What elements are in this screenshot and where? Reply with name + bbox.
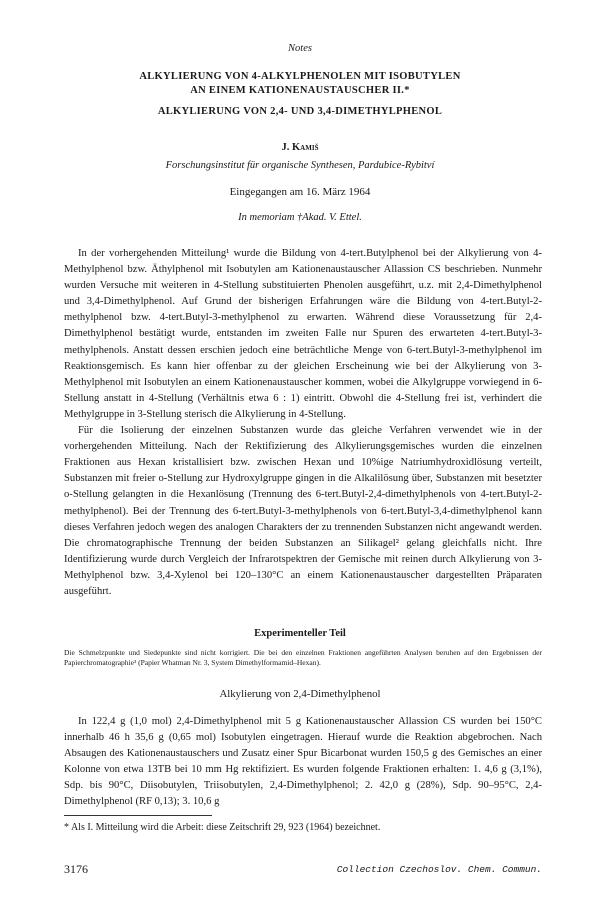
paragraph: Für die Isolierung der einzelnen Substanzen wurde das gleiche Verfahren verwendet wie in der vorhergehenden Mitteilung. Nach der Rektifizierung des Alkylierungsgemisches wurden die einzelnen Fraktionen aus Hexan kristallisiert bzw. zwischen Hexan und 10%ige Natriumhydroxidlösung verteilt, Substanzen mit freier o-Stellung zur Hydroxylgruppe gingen in die Alkalilösung über, Substanzen mit besetzter o-Stellung gelangten in die Hexanlösung (Trennung des 6-tert.Butyl-2,4-dimethylphenols von 4-tert.Butyl-2-methylphenol). Bei der Trennung des 6-tert.Butyl-3-methylphenols von 6-tert.Butyl-3,4-dimethylphenol kann dieses Verfahren jedoch wegen des analogen Charakters der zu trennenden Substanzen nicht angewandt werden. Die chromatographische Trennung der beiden Substanzen an Silikagel² gelang gleichfalls nicht. Ihre Identifizierung wurde durch Vergleich der Infrarotspektren der Gemische mit reinen durch Alkylierung von 3-Methylphenol bzw. 3,4-Xylenol bei 120–130°C an einem Kationenaustauscher dargestellten Präparaten ausgeführt. xyxy=(64,425,542,597)
journal-name: Collection Czechoslov. Chem. Commun. xyxy=(336,864,542,875)
institution: Forschungsinstitut für organische Synthesen, Pardubice-Rybitví xyxy=(165,160,435,171)
running-header: Notes xyxy=(288,43,312,54)
paragraph: In 122,4 g (1,0 mol) 2,4-Dimethylphenol mit 5 g Kationenaustauscher Allassion CS wurden bei 150°C innerhalb 46 h 35,6 g (0,65 mol) Isobutylen eingetragen. Hierauf wurde die Reaktion abgebrochen. Nach Absaugen des Kationenaustauschers und Zusatz einer Spur Bicarbonat wurden 150,5 g des Gemisches an einer Kolonne von etwa 13TB bei 10 mm Hg rektifiziert. Es wurden folgende Fraktionen erhalten: 1. 4,6 g (3,1%), Sdp. bis 90°C, Diisobutylen, Triisobutylen, 2,4-Dimethylphenol; 2. 42,0 g (28%), Sdp. 90–95°C, 2,4-Dimethylphenol (RF 0,13); 3. 10,6 g xyxy=(64,716,542,808)
experimental-text xyxy=(64,714,542,811)
title-line-3: ALKYLIERUNG VON 2,4- UND 3,4-DIMETHYLPHENOL xyxy=(157,106,443,117)
title-line-1: ALKYLIERUNG VON 4-ALKYLPHENOLEN MIT ISOBUTYLEN xyxy=(139,71,461,82)
footnote: * Als I. Mitteilung wird die Arbeit: diese Zeitschrift 29, 923 (1964) bezeichnet. xyxy=(64,822,381,833)
in-memoriam: In memoriam †Akad. V. Ettel. xyxy=(238,212,362,223)
subsection-title: Alkylierung von 2,4-Dimethylphenol xyxy=(219,688,381,700)
section-title: Experimenteller Teil xyxy=(254,628,346,639)
paragraph: In der vorhergehenden Mitteilung¹ wurde die Bildung von 4-tert.Butylphenol bei der Alkylierung von 4-Methylphenol bzw. Äthylphenol mit Isobutylen am Kationenaustauscher Allassion CS beschrieben. Nunmehr wurden Versuche mit weiteren in 4-Stellung substituierten Phenolen ausgeführt, u.z. mit 2,4-Dimethylphenol und 3,4-Dimethylphenol. Auf Grund der bisherigen Erfahrungen wäre die Bildung von 4-tert.Butyl-2-methylphenol bzw. 4-tert.Butyl-3-methylphenol zu erwarten. Während diese Voraussetzung für 2,4-Dimethylphenol bestätigt wurde, entstanden im zweiten Falle nur Spuren des erwarteten 4-tert.Butyl-3-methylphenols. Anstatt dessen erschien jedoch eine beträchtliche Menge von 6-tert.Butyl-3-methylphenol im Reaktionsgemisch. Es kann hier offenbar zu der gleichen Erscheinung wie bei der Alkylierung von 3-Methylphenol mit Isobutylen an einem Kationenaustauscher kommen, wobei die Alkylgruppe vorwiegend in 6-Stellung anstatt in 4-Stellung (Verhältnis etwa 6 : 1) eintritt. Obwohl die 4-Stellung frei ist, verhindert die Methylgruppe in 3-Stellung sterisch die Alkylierung in 4-Stellung. xyxy=(64,248,542,420)
title-line-2: AN EINEM KATIONENAUSTAUSCHER II.* xyxy=(190,85,410,96)
main-text xyxy=(64,246,542,600)
section-note: Die Schmelzpunkte und Siedepunkte sind nicht korrigiert. Die bei den einzelnen Fraktionen angeführten Analysen beruhen auf den Ergebnissen der Papierchromatographie³ (Papier Whatman Nr. 3, System Dimethylformamid–Hexan). xyxy=(64,648,542,667)
received-date: Eingegangen am 16. März 1964 xyxy=(229,186,371,198)
page-number: 3176 xyxy=(64,862,88,876)
author-initial: J. xyxy=(281,142,290,153)
footnote-rule xyxy=(64,815,212,816)
author-surname: Kamiš xyxy=(292,142,319,153)
author xyxy=(0,142,600,153)
